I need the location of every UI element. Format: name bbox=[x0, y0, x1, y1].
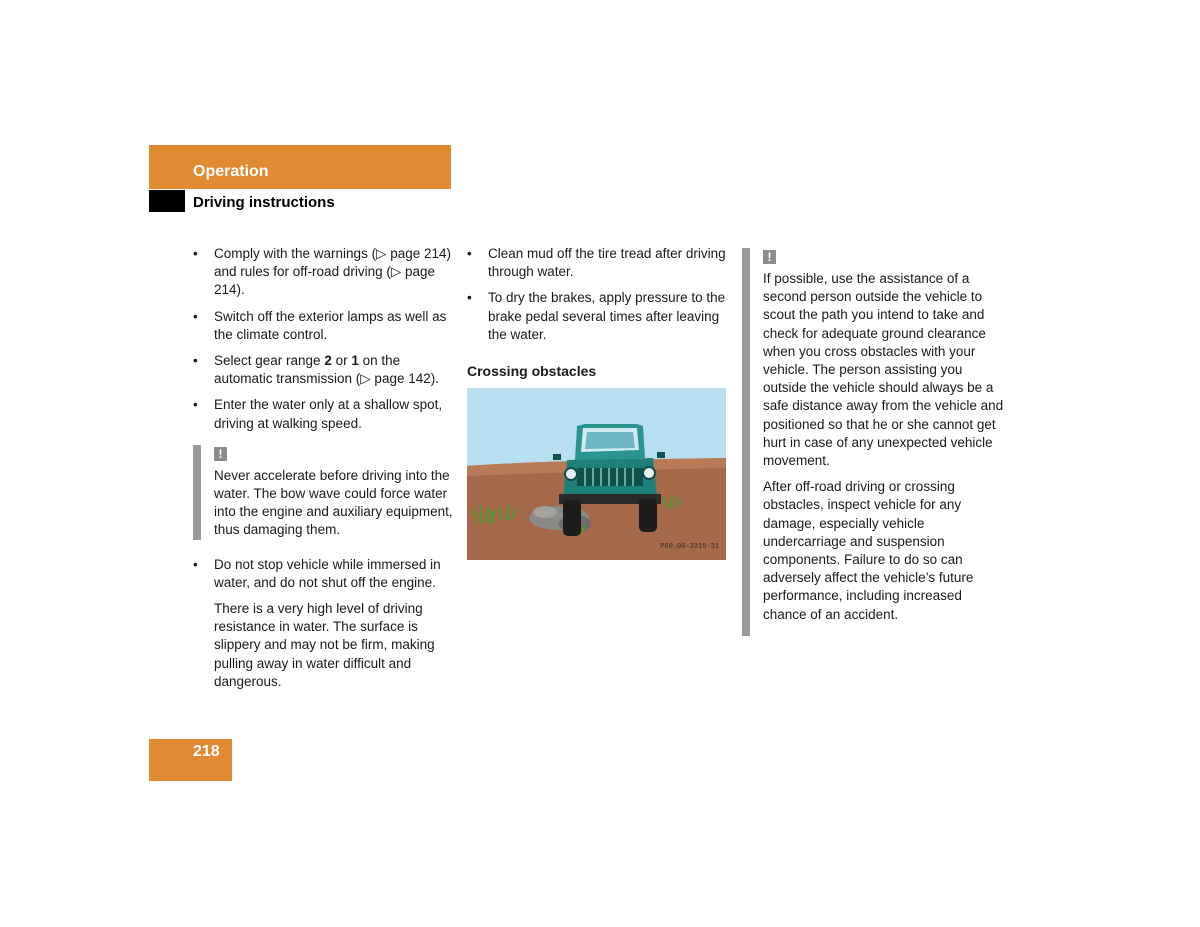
list-item: • Enter the water only at a shallow spot, driving at walking speed. bbox=[193, 396, 455, 432]
subsection-title: Driving instructions bbox=[193, 194, 335, 211]
list-item-gear-range bbox=[193, 352, 455, 388]
assistance-paragraph: If possible, use the assistance of a second person outside the vehicle to scout the path you intend to take and check for adequate ground clearance when you cross obstacles with your vehicle. The person assisting you outside the vehicle should always be a safe distance away from the vehicle and positioned so that he or she cannot get hurt in case of any unexpected vehicle movement. bbox=[763, 271, 1004, 469]
driving-resistance-paragraph: There is a very high level of driving resistance in water. The surface is slippery and may not be firm, making pulling away in water difficult and dangerous. bbox=[214, 601, 435, 689]
vehicle-crossing-obstacle-image bbox=[467, 388, 726, 560]
column-2 bbox=[467, 245, 729, 560]
list-item: • To dry the brakes, apply pressure to the brake pedal several times after leaving the water. bbox=[467, 289, 729, 344]
exclamation-notice-icon: ! bbox=[763, 250, 776, 264]
gear-value-1: 1 bbox=[351, 353, 359, 369]
column-1 bbox=[193, 245, 455, 699]
exclamation-notice-icon: ! bbox=[214, 447, 227, 461]
gear-text-middle: or bbox=[331, 353, 352, 369]
list-item: • Do not stop vehicle while immersed in water, and do not shut off the engine. bbox=[193, 556, 455, 592]
inspection-paragraph: After off-road driving or crossing obstacles, inspect vehicle for any damage, especially vehicle undercarriage and suspension components. Failure to do so can adversely affect the vehicle’s future performance, including increased chance of an accident. bbox=[763, 479, 974, 622]
bullet-list-1 bbox=[193, 245, 455, 433]
figure-reference-code: P00.00-3315-31 bbox=[660, 543, 719, 552]
section-title: Operation bbox=[193, 163, 269, 180]
section-heading: Crossing obstacles bbox=[467, 363, 597, 380]
page-number: 218 bbox=[193, 743, 220, 760]
list-item: • Clean mud off the tire tread after driving through water. bbox=[467, 245, 729, 281]
gear-text-before: Select gear range bbox=[214, 353, 325, 369]
gear-value-2: 2 bbox=[324, 353, 332, 369]
list-item: • Comply with the warnings (▷ page 214) and rules for off-road driving (▷ page 214). bbox=[193, 245, 455, 300]
bullet-list-2 bbox=[193, 556, 455, 592]
subheader-marker bbox=[149, 190, 185, 212]
obstacle-illustration bbox=[467, 388, 726, 560]
warning-notice bbox=[193, 445, 455, 540]
list-item: • Switch off the exterior lamps as well as the climate control. bbox=[193, 308, 455, 344]
assistance-notice bbox=[742, 248, 1004, 636]
notice-text: Never accelerate before driving into the water. The bow wave could force water into the engine and auxiliary equipment, thus damaging them. bbox=[214, 467, 453, 538]
column-3 bbox=[742, 248, 1004, 652]
bullet-list-3 bbox=[467, 245, 729, 344]
gear-text-after: on the automatic transmission (▷ page 142). bbox=[214, 353, 439, 387]
